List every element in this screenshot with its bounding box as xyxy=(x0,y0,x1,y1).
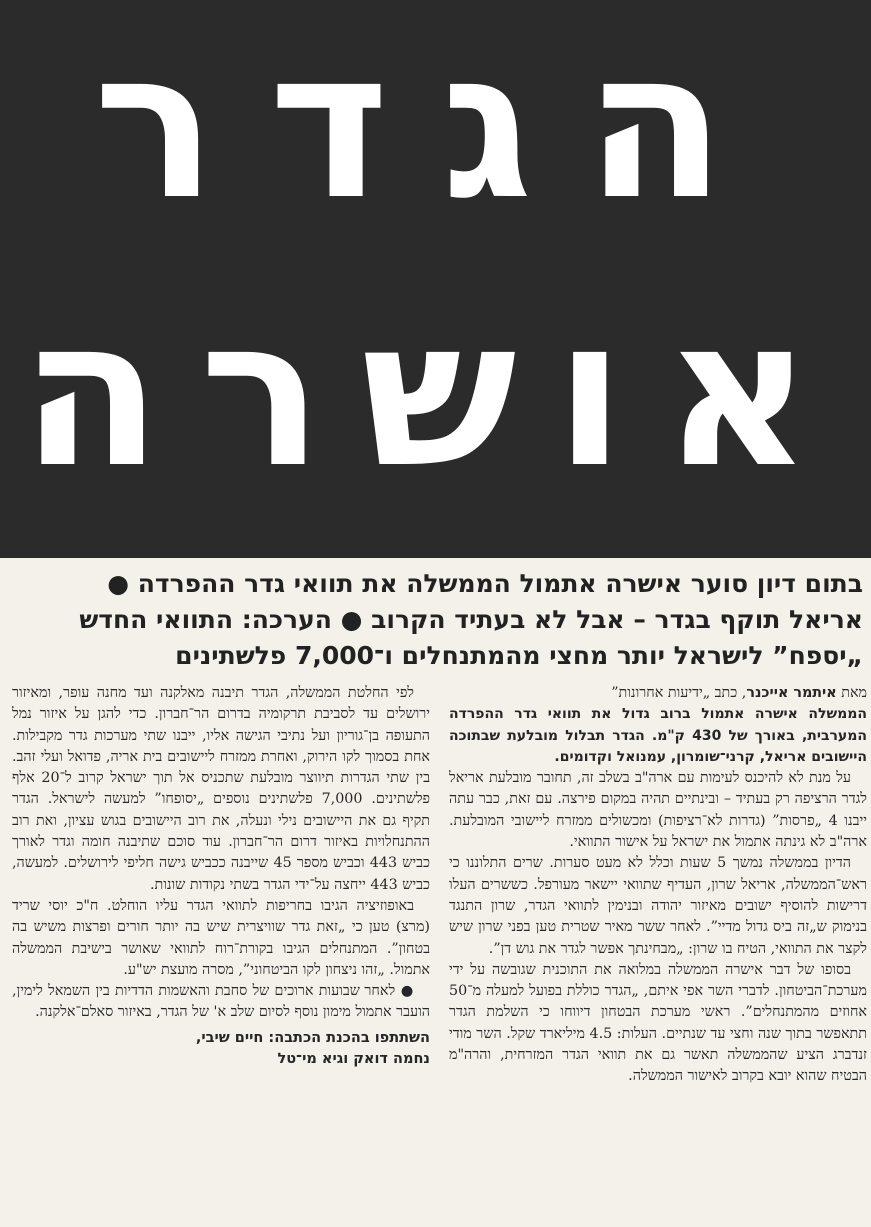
headline-line-1: הגדר xyxy=(93,7,778,245)
credit-line-2: נחמה דואק וגיא מי־טל xyxy=(277,1051,430,1068)
byline-suffix: , כתב „ידיעות אחרונות” xyxy=(611,685,747,701)
byline-prefix: מאת xyxy=(841,685,867,701)
article-paragraph-text: לאחר שבועות ארוכים של סחבת והאשמות הדדיות בין השמאל לימין, הועבר אתמול מימון נוסף לסיום שלב א' של הגדר, באיזור סאלם־אלקנה. xyxy=(12,983,430,1021)
article-paragraph xyxy=(12,981,430,1024)
byline-author: איתמר אייכנר xyxy=(746,685,837,701)
article-column-left xyxy=(12,683,430,1223)
headline-banner xyxy=(0,0,871,558)
article-column-right xyxy=(449,683,867,1223)
article-paragraph: הדיון בממשלה נמשך 5 שעות וכלל לא מעט סערות. שרים התלוננו כי ראש־הממשלה, אריאל שרון, העדיף שתוואי יישאר מעורפל. כששרים העלו דרישות להוסיף ישובים מאיזור יהודה ובנימין לתוואי הגדר, שרון התנגד בנימוק ש„זה ביס גדול מדיי”. לאחר ששר מאיר שטרית טען בפני שרון שיש לקצר את התוואי, הטיח בו שרון: „מבחינתך אפשר לגדר את גוש דן”. xyxy=(449,855,867,957)
bullet-icon: ● xyxy=(395,983,415,1000)
article-credit xyxy=(12,1028,430,1071)
article-paragraph: בסופו של דבר אישרה הממשלה במלואה את התוכנית שגובשה על ידי מערכת־הביטחון. לדברי השר אפי איתם, „הגדר כוללת בפועל למעלה מ־50 אחוזים מהמתנחלים”. ראשי מערכת הבטחון דיווחו כי השלמת הגדר תתאפשר בתוך שנה וחצי עד שנתיים. העלות: 4.5 מיליארד שקל. השר מודי זנדברג הציע שהממשלה תאשר גם את תוואי הגדר המזרחית, והרה"מ הבטיח שהוא יובא בקרוב לאישור הממשלה. xyxy=(449,961,867,1085)
credit-line-1: השתתפו בהכנת הכתבה: חיים שיבי, xyxy=(195,1029,430,1046)
headline-line-2: אושרה xyxy=(20,275,851,513)
subheadline xyxy=(8,566,863,674)
byline xyxy=(449,683,867,704)
subheadline-line-2: אריאל תוקף בגדר – אבל לא בעתיד הקרוב ● הערכה: התוואי החדש xyxy=(79,605,863,634)
article-lead: הממשלה אישרה אתמול ברוב גדול את תוואי גדר ההפרדה המערבית, באורך של 430 ק"מ. הגדר תבלול מובלעת שבתוכה היישובים אריאל, קרני־שומרון, עמנואל וקדומים. xyxy=(449,706,867,765)
article-paragraph: על מנת לא להיכנס לעימות עם ארה"ב בשלב זה, תחובר מובלעת אריאל לגדר הרציפה רק בעתיד – ובינתיים תהיה במקום פירצה. עם זאת, כבר עתה ייבנו 4 „פרסות” (גדרות לא־רציפות) ומכשולים ממזרח ליישובי המובלעת. ארה"ב לא גינתה אתמול את ישראל על אישור התוואי. xyxy=(449,770,867,851)
subheadline-line-3: „יספח” לישראל יותר מחצי מהמתנחלים ו־7,000 פלשתינים xyxy=(175,641,863,670)
article-paragraph: לפי החלטת הממשלה, הגדר תיבנה מאלקנה ועד מחנה עופר, ומאיזור ירושלים עד לסביבת תרקומיה בדרום הר־חברון. כדי להגן על איזור נמל התעופה בן־גוריון ועל נתיבי הגישה אליו, ייבנו שתי מערכות גדר מקבילות. אחת בסמוך לקו הירוק, ואחרת ממזרח ליישובים בית אריה, פדואל ועלי זהב. בין שתי הגדרות תיווצר מובלעת שתכניס אל תוך ישראל קרוב ל־20 אלף פלשתינים. 7,000 פלשתינים נוספים „יסופחו” למעשה לישראל. הגדר תקיף גם את היישובים נילי ונעלה, את רוב היישובים בגוש עציון, ואת רוב ההתנחלויות באיזור דרום הר־חברון. עוד סוכם שתיבנה חומה וגדר לאורך כביש 443 וכביש מספר 45 שייבנה ככביש גישה חליפי לירושלים. למעשה, כביש 443 ייחצה על־ידי הגדר בשתי נקודות שונות. xyxy=(12,685,430,893)
subheadline-line-1: בתום דיון סוער אישרה אתמול הממשלה את תוואי גדר ההפרדה ● xyxy=(107,569,863,598)
article-paragraph: באופוזיציה הגיבו בחריפות לתוואי הגדר עליו הוחלט. ח"כ יוסי שריד (מרצ) טען כי „זאת גדר שוויצרית שיש בה יותר חורים ופרצות משיש בה בטחון”. המתנחלים הגיבו בקורת־רוח לתוואי שאושר בישיבת הממשלה אתמול. „זהו ניצחון לקו הביטחוני”, מסרה מועצת יש"ע. xyxy=(12,897,430,978)
